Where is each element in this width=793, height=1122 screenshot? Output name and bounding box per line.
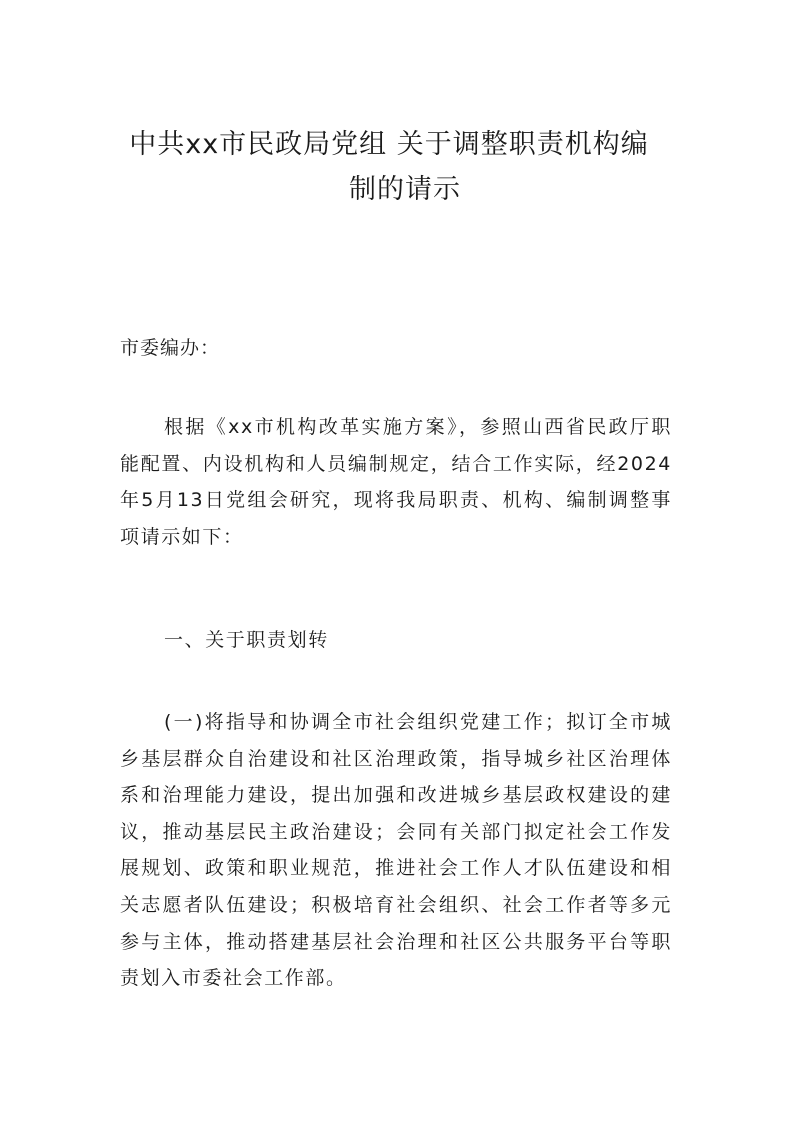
document-title (100, 122, 696, 212)
document-title-line-2: 制的请示 (349, 174, 461, 205)
document-title-line-1: 中共xx市民政局党组 关于调整职责机构编 (129, 129, 649, 160)
addressee: 市委编办： (120, 337, 221, 359)
section-heading-responsibility-transfer: 一、关于职责划转 (164, 629, 329, 651)
body-paragraph-item-1: (一)将指导和协调全市社会组织党建工作；拟订全市城乡基层群众自治建设和社区治理政策，指导城乡社区治理体系和治理能力建设，提出加强和改进城乡基层政权建设的建议，推动基层民主政治建设；会同有关部门拟定社会工作发展规划、政策和职业规范，推进社会工作人才队伍建设和相关志愿者队伍建设；积极培育社会组织、社会工作者等多元参与主体，推动搭建基层社会治理和社区公共服务平台等职责划入市委社会工作部。 (120, 711, 672, 990)
body-paragraph-intro: 根据《xx市机构改革实施方案》，参照山西省民政厅职能配置、内设机构和人员编制规定，结合工作实际，经2024年5月13日党组会研究，现将我局职责、机构、编制调整事项请示如下： (120, 416, 672, 548)
